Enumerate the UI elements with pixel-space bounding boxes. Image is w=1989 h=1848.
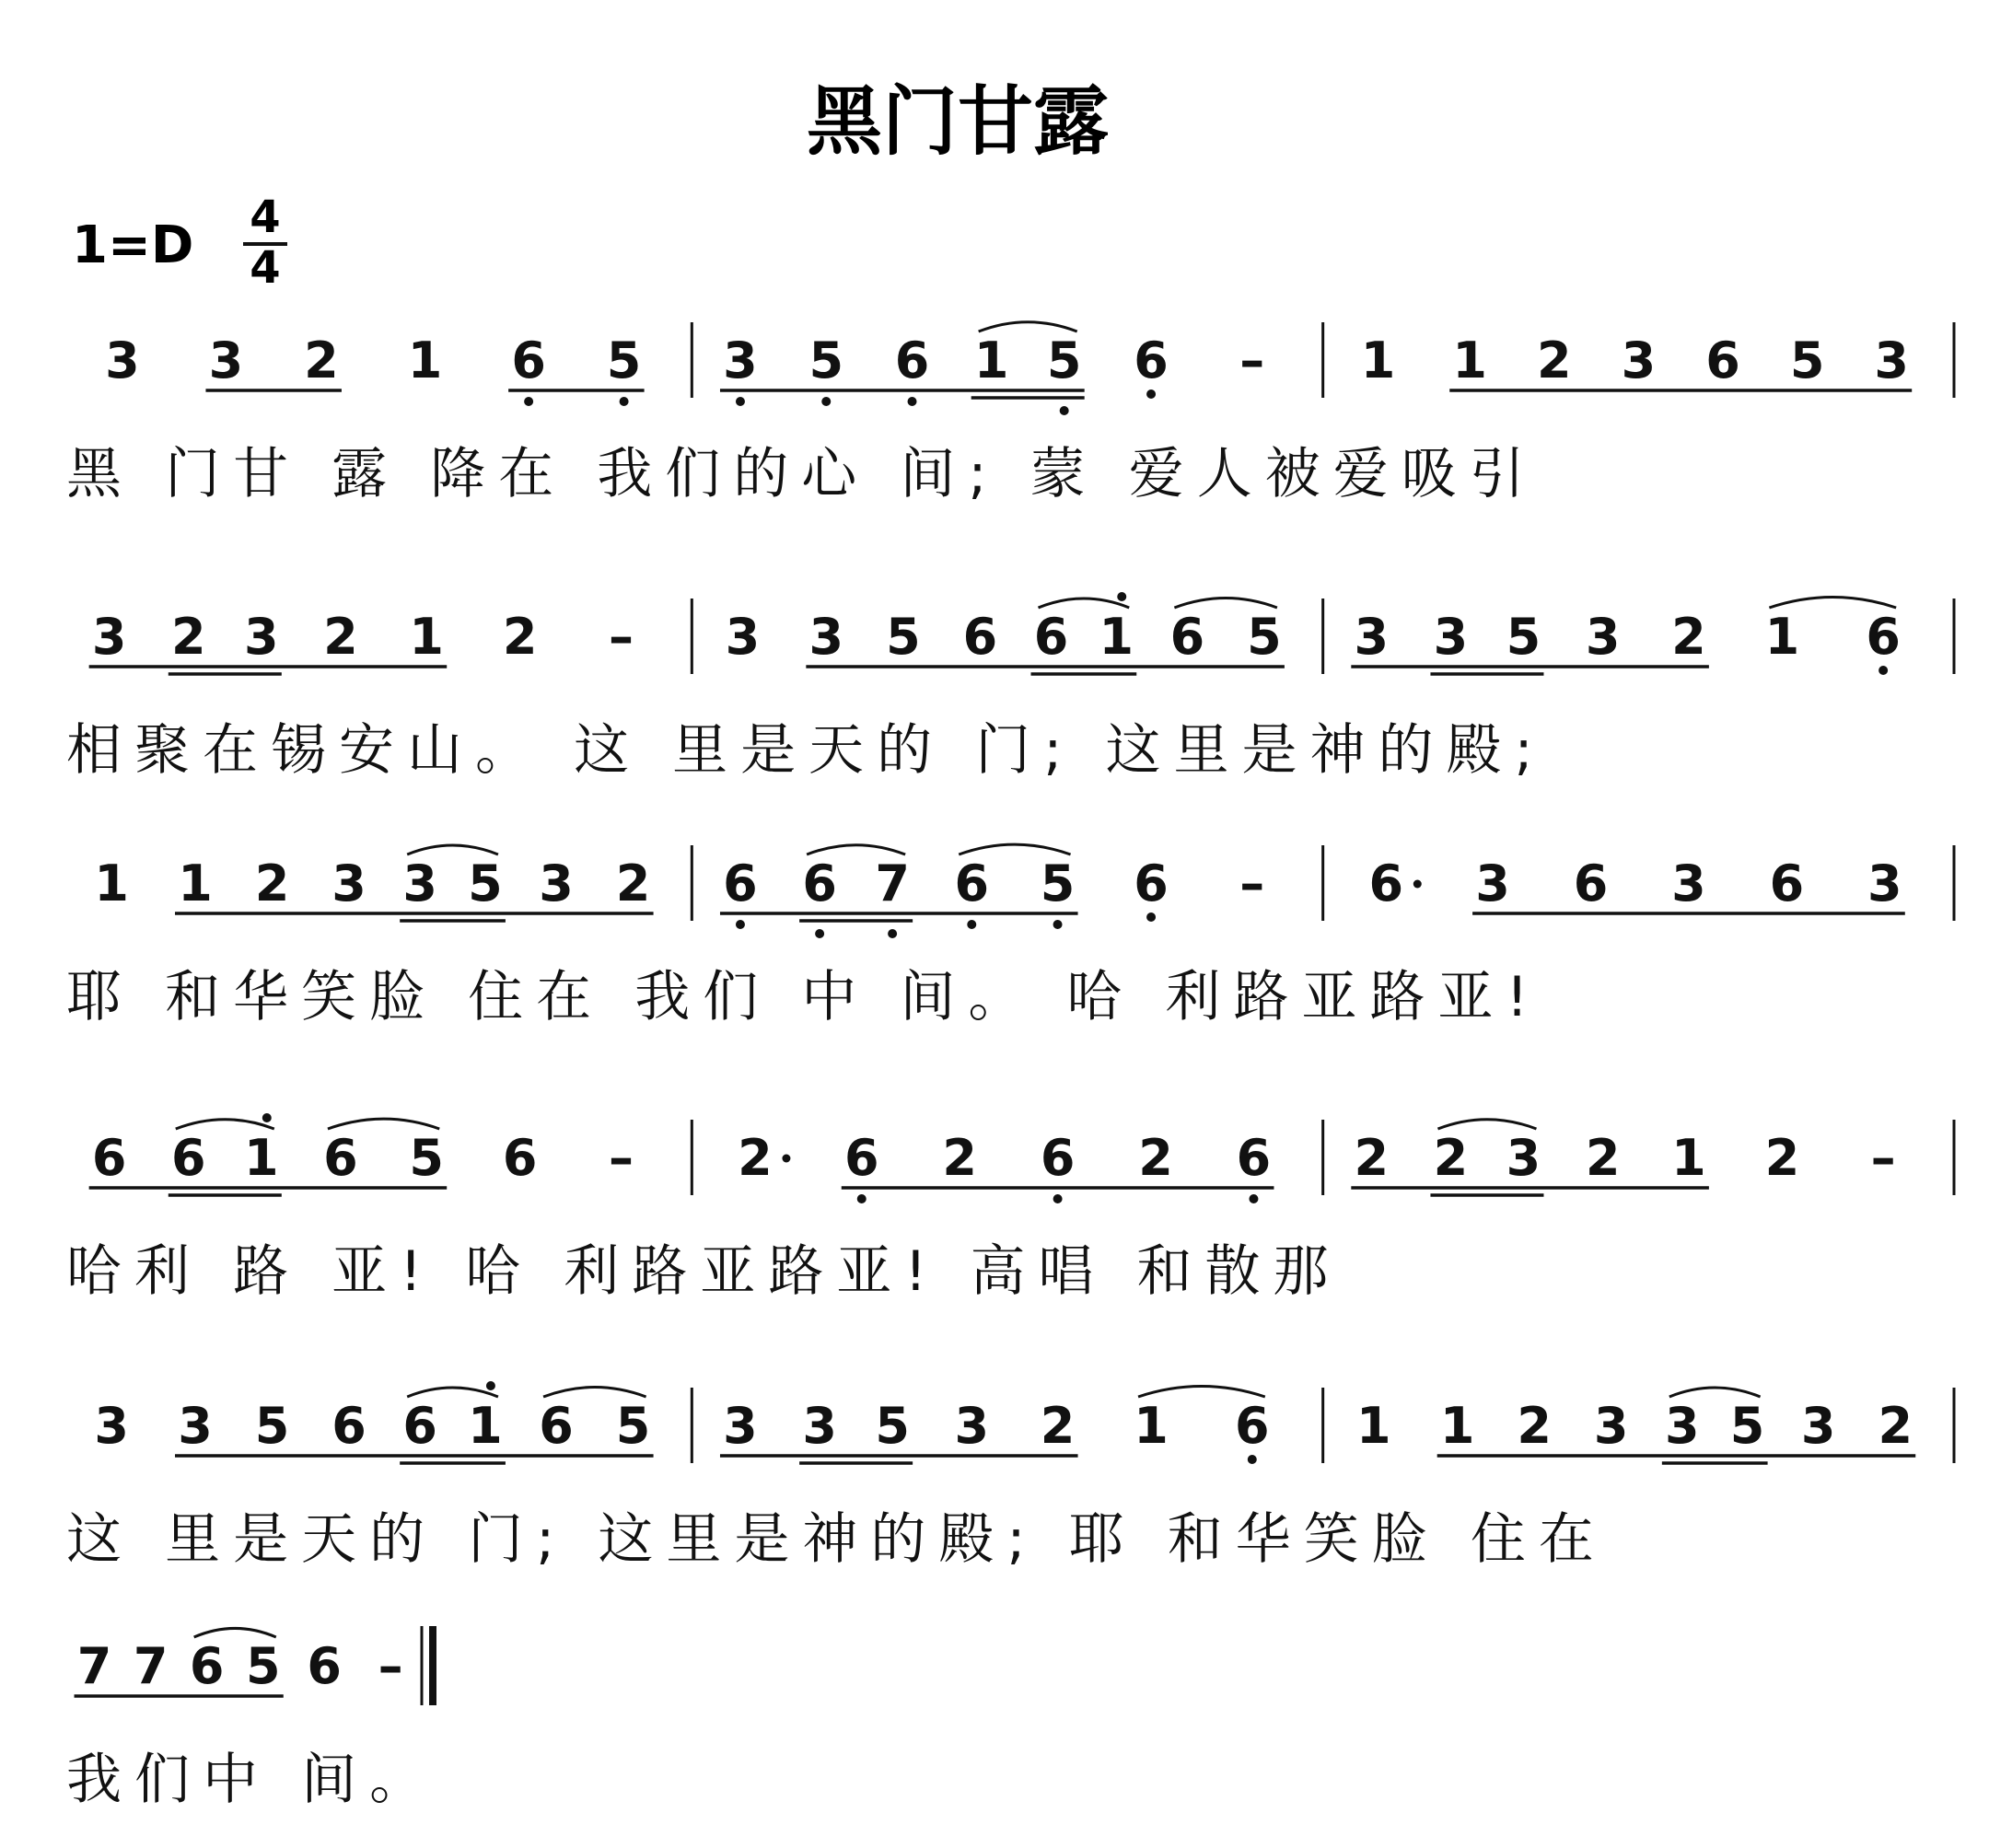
note: 5 [606,331,642,389]
note: 2 [254,854,290,912]
slur [959,844,1070,854]
note: 3 [539,854,574,912]
note: 3 [1671,854,1706,912]
note: 3 [402,854,437,912]
octave-low-dot [888,929,897,938]
note: 6 [843,1129,879,1187]
note: 1 [1439,1397,1475,1455]
note: 1 [1764,608,1800,666]
note: 6 [802,854,837,912]
octave-low-dot [1248,1455,1257,1464]
octave-high-dot [262,1113,272,1122]
note: 2 [1433,1129,1469,1187]
note: 6 [1368,854,1404,912]
octave-low-dot [1249,1194,1258,1203]
note: 6 [332,1397,366,1455]
lyrics-line: 哈利 路 亚! 哈 利路亚路亚! 高唱 和散那 [66,1239,1342,1304]
note: 5 [254,1397,290,1455]
note: 2 [502,608,538,666]
octave-low-dot [1053,920,1063,929]
note: – [1239,854,1265,912]
note: 3 [1800,1397,1836,1455]
note: 3 [178,1397,213,1455]
note: 3 [802,1397,837,1455]
note: 5 [1729,1397,1765,1455]
note: 7 [133,1637,169,1695]
octave-high-dot [486,1381,495,1390]
score-systems [66,322,1954,1812]
lyrics-line: 相聚在锡安山。 这 里是天的 门; 这里是神的殿; [66,718,1546,783]
note: 6 [189,1637,225,1695]
note: 5 [886,608,921,666]
note: 6 [91,1129,127,1187]
note: 6 [307,1637,343,1695]
octave-low-dot [1878,666,1888,675]
slur [1138,1386,1265,1397]
note: 2 [1517,1397,1552,1455]
octave-low-dot [815,929,824,938]
note: 3 [808,608,844,666]
note: 3 [332,854,366,912]
note: 3 [1475,854,1510,912]
note: 2 [615,854,651,912]
note: 1 [1099,608,1134,666]
note: 3 [723,1397,758,1455]
note: 2 [1354,1129,1390,1187]
note: 3 [244,608,279,666]
note: 7 [76,1637,112,1695]
note: 3 [1354,608,1390,666]
note: 2 [304,331,339,389]
lyrics-line: 耶 和华笑脸 住在 我们 中 间。 哈 利路亚路亚! [66,965,1541,1029]
slur [328,1119,439,1129]
note: 5 [1506,608,1541,666]
octave-low-dot [821,397,831,406]
note: 6 [1134,331,1169,389]
note: 3 [91,608,127,666]
slur [1669,1388,1761,1397]
lyrics-line: 我们中 间。 [66,1748,438,1812]
slur [543,1388,646,1397]
slur [979,322,1077,331]
note: 2 [1585,1129,1621,1187]
note: 6 [323,1129,358,1187]
note: 5 [615,1397,651,1455]
slur [1437,1120,1536,1129]
note: 6 [1235,1397,1270,1455]
note: 6 [1040,1129,1076,1187]
lyrics-line: 这 里是天的 门; 这里是神的殿; 耶 和华笑脸 住在 [66,1507,1607,1572]
note: 3 [105,331,140,389]
score-system [66,1113,1954,1304]
note: 3 [1665,1397,1700,1455]
note: 2 [1764,1129,1800,1187]
note: 6 [1033,608,1069,666]
note: 1 [1671,1129,1706,1187]
note: 5 [1040,854,1076,912]
note: – [1870,1129,1896,1187]
note: 2 [942,1129,977,1187]
note: 3 [725,608,761,666]
note: 1 [244,1129,279,1187]
slur [176,1120,274,1129]
note: 6 [1134,854,1169,912]
slur [1769,597,1896,608]
note: 1 [178,854,213,912]
note: – [608,1129,634,1187]
note: 1 [409,608,445,666]
note: 6 [402,1397,437,1455]
song-title: 黑门甘露 [806,78,1110,166]
note: 5 [468,854,503,912]
octave-low-dot [736,397,745,406]
note: 3 [723,331,758,389]
octave-low-dot [1060,406,1069,415]
note: 3 [1867,854,1902,912]
note: 5 [808,331,844,389]
note: 6 [170,1129,206,1187]
note: 6 [511,331,546,389]
octave-low-dot [857,1194,867,1203]
note: 2 [1671,608,1706,666]
score-system [66,322,1954,506]
slur [194,1628,276,1637]
note: 6 [1705,331,1740,389]
note: 6 [894,331,930,389]
octave-low-dot [620,397,629,406]
note: 1 [1356,1397,1391,1455]
note: 5 [1789,331,1825,389]
note: – [608,608,634,666]
note: 5 [1247,608,1282,666]
slur [1174,599,1277,608]
score-system [66,1626,437,1812]
note: – [378,1637,403,1695]
note: 6 [539,1397,574,1455]
augmentation-dot [1413,880,1422,889]
note: 3 [1621,331,1657,389]
score-system [66,844,1954,1029]
note: 2 [738,1129,773,1187]
octave-low-dot [908,397,917,406]
note: 3 [1585,608,1621,666]
note: 6 [1866,608,1901,666]
lyrics-line: 黑 门甘 露 降在 我们的心 间; 蒙 爱人被爱吸引 [66,442,1538,506]
score-system [66,592,1954,783]
slur [807,845,905,854]
note: 3 [1874,331,1909,389]
augmentation-dot [782,1155,790,1163]
time-signature-bottom: 4 [250,242,281,294]
note: 1 [1134,1397,1169,1455]
note: 6 [1169,608,1205,666]
octave-low-dot [1146,389,1156,399]
note: 3 [1593,1397,1629,1455]
note: 6 [954,854,990,912]
octave-low-dot [1146,912,1156,922]
time-signature [243,192,287,294]
octave-low-dot [1053,1194,1063,1203]
time-signature-top: 4 [250,192,281,243]
note: 3 [1506,1129,1541,1187]
slur [1039,599,1130,608]
slur [407,845,498,854]
note: 6 [723,854,758,912]
note: 1 [407,331,443,389]
note: 2 [170,608,206,666]
note: 3 [94,1397,129,1455]
note: 6 [1573,854,1609,912]
note: 2 [1878,1397,1913,1455]
note: 2 [1040,1397,1076,1455]
octave-low-dot [524,397,533,406]
note: 1 [973,331,1009,389]
note: 3 [954,1397,990,1455]
note: 1 [468,1397,503,1455]
note: 1 [1360,331,1396,389]
note: 3 [1433,608,1469,666]
note: 6 [962,608,998,666]
note: 2 [1138,1129,1173,1187]
note: 7 [875,854,910,912]
note: 6 [1769,854,1805,912]
slur [407,1388,498,1397]
note: 5 [1046,331,1082,389]
note: – [1239,331,1265,389]
note: 5 [875,1397,910,1455]
octave-high-dot [1117,592,1126,601]
score-system [66,1381,1954,1572]
key-signature: 1=D [72,215,194,275]
note: 2 [323,608,358,666]
note: 2 [1537,331,1572,389]
note: 6 [502,1129,538,1187]
note: 1 [1452,331,1488,389]
octave-low-dot [736,920,745,929]
note: 6 [1236,1129,1272,1187]
note: 5 [409,1129,445,1187]
note: 5 [245,1637,281,1695]
note: 1 [94,854,129,912]
octave-low-dot [967,920,976,929]
note: 3 [208,331,244,389]
